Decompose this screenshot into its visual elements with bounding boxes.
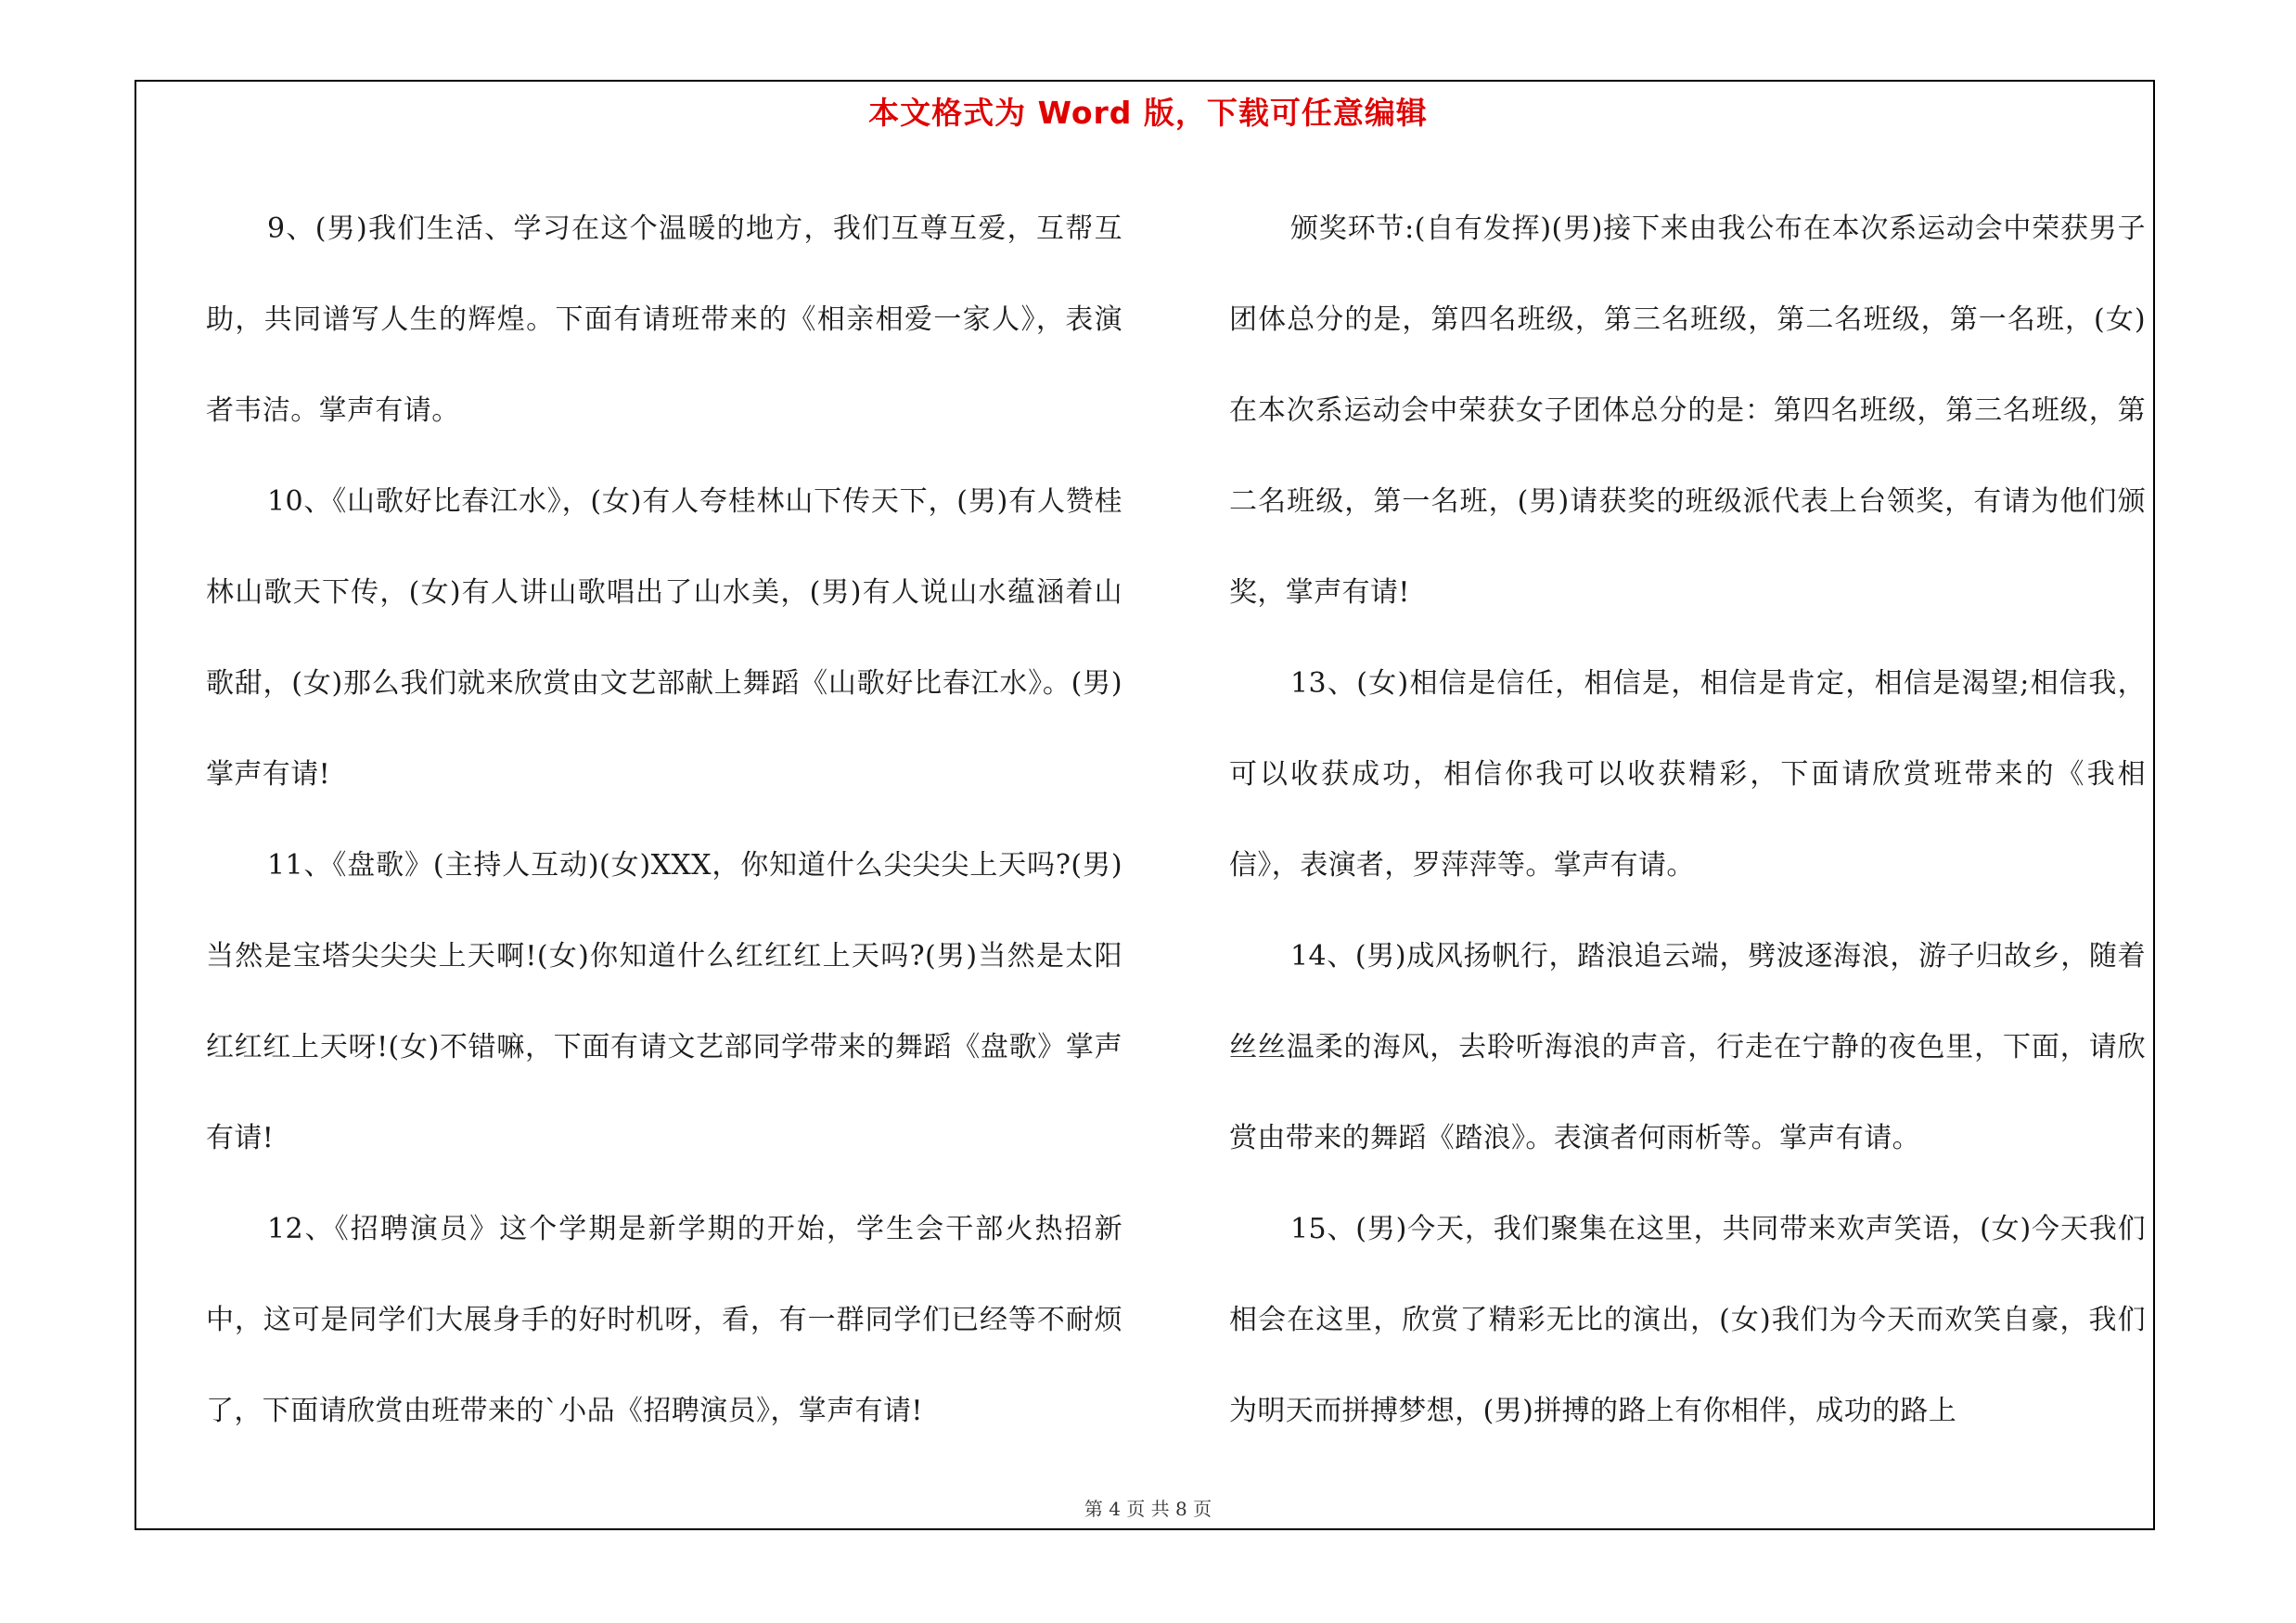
paragraph-13: 13、(女)相信是信任，相信是，相信是肯定，相信是渴望;相信我，可以收获成功，相信你我可以收获精彩，下面请欣赏班带来的《我相信》，表演者，罗萍萍等。掌声有请。 bbox=[1229, 667, 2146, 882]
paragraph-10: 10、《山歌好比春江水》，(女)有人夸桂林山下传天下，(男)有人赞桂林山歌天下传，(女)有人讲山歌唱出了山水美，(男)有人说山水蕴涵着山歌甜，(女)那么我们就来欣赏由文艺部献上舞蹈《山歌好比春江水》。(男)掌声有请! bbox=[206, 485, 1122, 791]
page-number: 第 4 页 共 8 页 bbox=[1084, 1498, 1212, 1520]
paragraph-12: 12、《招聘演员》这个学期是新学期的开始，学生会干部火热招新中，这可是同学们大展身手的好时机呀，看，有一群同学们已经等不耐烦了，下面请欣赏由班带来的`小品《招聘演员》，掌声有请! bbox=[206, 1213, 1122, 1427]
paragraph-11: 11、《盘歌》(主持人互动)(女)XXX，你知道什么尖尖尖上天吗?(男)当然是宝塔尖尖尖上天啊!(女)你知道什么红红红上天吗?(男)当然是太阳红红红上天呀!(女)不错嘛，下面有请文艺部同学带来的舞蹈《盘歌》掌声有请! bbox=[206, 849, 1122, 1154]
paragraph-9: 9、(男)我们生活、学习在这个温暖的地方，我们互尊互爱，互帮互助，共同谱写人生的辉煌。下面有请班带来的《相亲相爱一家人》，表演者韦洁。掌声有请。 bbox=[206, 213, 1122, 427]
left-column bbox=[206, 184, 1122, 1457]
format-banner: 本文格式为 Word 版，下载可任意编辑 bbox=[868, 95, 1428, 131]
paragraph-15: 15、(男)今天，我们聚集在这里，共同带来欢声笑语，(女)今天我们相会在这里，欣赏了精彩无比的演出，(女)我们为今天而欢笑自豪，我们为明天而拼搏梦想，(男)拼搏的路上有你相伴，成功的路上 bbox=[1229, 1213, 2146, 1427]
paragraph-14: 14、(男)成风扬帆行，踏浪追云端，劈波逐海浪，游子归故乡，随着丝丝温柔的海风，去聆听海浪的声音，行走在宁静的夜色里，下面，请欣赏由带来的舞蹈《踏浪》。表演者何雨析等。掌声有请。 bbox=[1229, 940, 2146, 1154]
right-column bbox=[1229, 184, 2146, 1457]
paragraph-award: 颁奖环节:(自有发挥)(男)接下来由我公布在本次系运动会中荣获男子团体总分的是，第四名班级，第三名班级，第二名班级，第一名班，(女)在本次系运动会中荣获女子团体总分的是：第四名班级，第三名班级，第二名班级，第一名班，(男)请获奖的班级派代表上台领奖，有请为他们颁奖，掌声有请! bbox=[1229, 213, 2146, 609]
